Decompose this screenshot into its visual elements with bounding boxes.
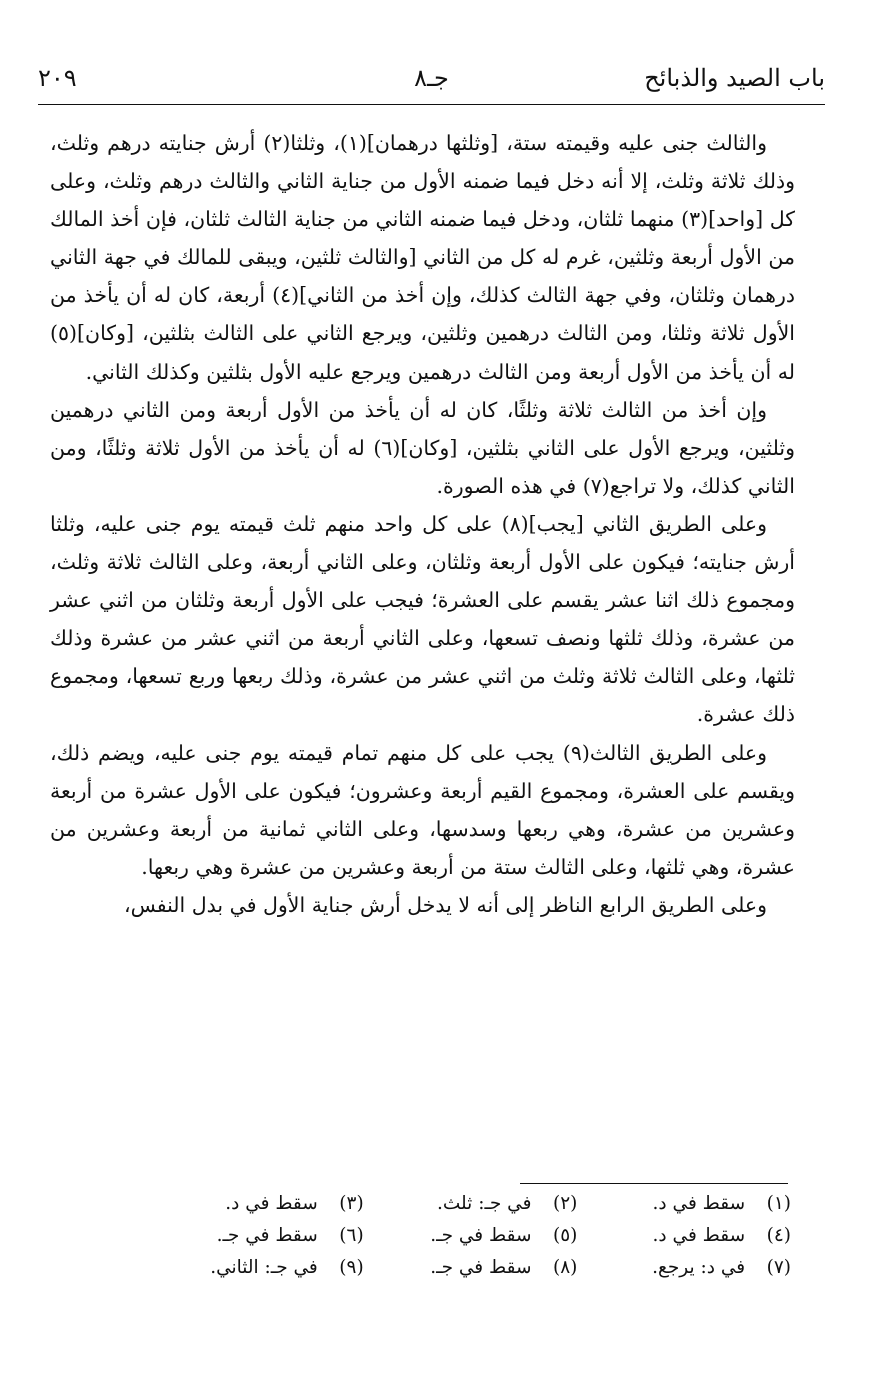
footnote-item [577, 1190, 791, 1218]
footnote-item [577, 1254, 791, 1282]
footnote-text: في جـ: الثاني. [210, 1257, 318, 1278]
footnote-item [577, 1222, 791, 1250]
footnote-item [150, 1190, 364, 1218]
footnote-text: سقط في جـ. [430, 1225, 532, 1246]
footnote-text: سقط في د. [652, 1225, 746, 1246]
footnote-text: في جـ: ثلث. [437, 1193, 532, 1214]
footnote-number: (٩) [339, 1257, 364, 1278]
paragraph: وعلى الطريق الرابع الناظر إلى أنه لا يدخل أرش جناية الأول في بدل النفس، [123, 892, 767, 917]
footnote-number: (٣) [339, 1193, 364, 1214]
page-number: ٢٠٩ [38, 64, 77, 92]
footnote-number: (١) [766, 1193, 791, 1214]
footnote-number: (٨) [552, 1257, 578, 1278]
footnote-number: (٦) [339, 1225, 364, 1246]
volume-label: جـ٨ [414, 64, 449, 92]
footnote-item [364, 1222, 578, 1250]
footnote-text: سقط في جـ. [430, 1257, 532, 1278]
chapter-title: باب الصيد والذبائح [644, 64, 825, 92]
paragraph: والثالث جنى عليه وقيمته ستة، [وثلثها درهمان](١)، وثلثا(٢) أرش جنايته درهم وثلث، وذلك ثلاثة وثلث، إلا أنه دخل فيما ضمنه الأول من جناية الثاني والثالث درهم وثلث، وعلى كل [واحد](٣) منهما ثلثان، ودخل فيما ضمنه الثاني من جناية الثالث ثلثان، فإن أخذ المالك من الأول أربعة وثلثين، غرم له كل من الثاني [والثالث ثلثين، ويبقى للمالك في جهة الثاني درهمان وثلثان، وفي جهة الثالث كذلك، وإن أخذ من الثاني](٤) أربعة، كان له أن يأخذ من الأول ثلاثة وثلثا، ومن الثالث درهمين وثلثين، ويرجع الثاني على الثالث بثلثين، [وكان](٥) له أن يأخذ من الأول أربعة ومن الثالث درهمين ويرجع عليه الأول بثلثين وكذلك الثاني. [50, 131, 795, 384]
footnote-number: (٤) [766, 1225, 791, 1246]
footnote-item [150, 1222, 364, 1250]
footnote-number: (٧) [766, 1257, 791, 1278]
footnote-item [364, 1190, 578, 1218]
footnote-text: في د: يرجع. [652, 1257, 746, 1278]
footnotes [150, 1190, 791, 1282]
footnote-text: سقط في جـ. [216, 1225, 318, 1246]
footnote-number: (٥) [552, 1225, 578, 1246]
footnote-text: سقط في د. [652, 1193, 746, 1214]
footnote-item [364, 1254, 578, 1282]
running-header [38, 58, 825, 105]
paragraph: وإن أخذ من الثالث ثلاثة وثلثًا، كان له أن يأخذ من الأول أربعة ومن الثاني درهمين وثلثين، ويرجع الأول على الثاني بثلثين، [وكان](٦) له أن يأخذ من الأول ثلاثة وثلثًا، ومن الثاني كذلك، ولا تراجع(٧) في هذه الصورة. [50, 397, 796, 498]
paragraph: وعلى الطريق الثالث(٩) يجب على كل منهم تمام قيمته يوم جنى عليه، ويضم ذلك، ويقسم على العشرة، ومجموع القيم أربعة وعشرون؛ فيكون على الأول عشرة من أربعة وعشرين من عشرة، وهي ربعها وسدسها، وعلى الثاني ثمانية من أربعة وعشرين من عشرة، وهي ثلثها، وعلى الثالث ستة من أربعة وعشرين من عشرة وهي ربعها. [50, 740, 795, 879]
footnote-item [150, 1254, 364, 1282]
footnote-number: (٢) [552, 1193, 578, 1214]
paragraph: وعلى الطريق الثاني [يجب](٨) على كل واحد منهم ثلث قيمته يوم جنى عليه، وثلثا أرش جنايته؛ فيكون على الأول أربعة وثلثان، وعلى الثاني أربعة، وعلى الثالث ثلاثة وثلث، ومجموع ذلك اثنا عشر يقسم على العشرة؛ فيجب على الأول أربعة وثلثان من اثني عشر من عشرة، وذلك ثلثها ونصف تسعها، وعلى الثاني أربعة من اثني عشر من عشرة وذلك ثلثها، وعلى الثالث ثلاثة وثلث من اثني عشر من عشرة، وذلك ربعها وربع تسعها، ومجموع ذلك عشرة. [50, 511, 795, 727]
footnote-text: سقط في د. [225, 1193, 318, 1214]
footnote-divider [520, 1183, 788, 1184]
main-text [50, 124, 795, 924]
